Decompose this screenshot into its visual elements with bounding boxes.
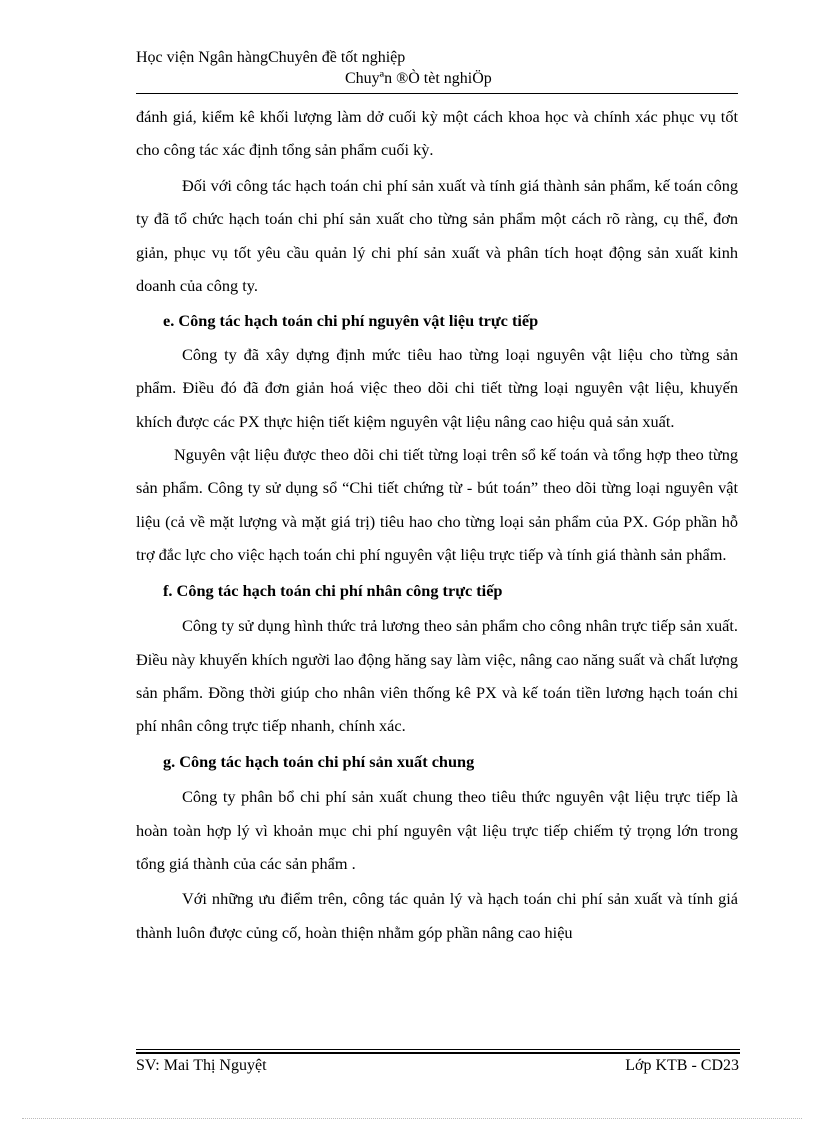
footer-rule-thin xyxy=(136,1049,740,1050)
page-edge-dots xyxy=(22,1118,802,1119)
section-heading-e: e. Công tác hạch toán chi phí nguyên vật liệu trực tiếp xyxy=(163,311,539,331)
paragraph-6: Công ty phân bổ chi phí sản xuất chung theo tiêu thức nguyên vật liệu trực tiếp là hoàn toàn hợp lý vì khoản mục chi phí nguyên vật liệu trực tiếp chiếm tỷ trọng lớn trong tổng giá thành của các sản phẩm . xyxy=(136,787,738,873)
section-heading-f: f. Công tác hạch toán chi phí nhân công trực tiếp xyxy=(163,580,503,600)
header-title: Học viện Ngân hàngChuyên đề tốt nghiệp xyxy=(136,49,406,66)
footer-rule-thick xyxy=(136,1052,740,1054)
paragraph-3: Công ty đã xây dựng định mức tiêu hao từng loại nguyên vật liệu cho từng sản phẩm. Điều đó đã đơn giản hoá việc theo dõi chi tiết từng loại nguyên vật liệu, khuyến khích được các PX thực hiện tiết kiệm nguyên vật liệu nâng cao hiệu quả sản xuất. xyxy=(136,344,738,431)
section-heading-g: g. Công tác hạch toán chi phí sản xuất chung xyxy=(163,751,475,771)
paragraph-5: Công ty sử dụng hình thức trả lương theo sản phẩm cho công nhân trực tiếp sản xuất. Điều này khuyến khích người lao động hăng say làm việc, nâng cao năng suất và chất lượng sản phẩm. Đồng thời giúp cho nhân viên thống kê PX và kế toán tiền lương hạch toán chi phí nhân công trực tiếp nhanh, chính xác. xyxy=(136,616,738,736)
header-rule xyxy=(136,93,738,94)
page-body xyxy=(136,100,738,949)
header-subtitle: Chuyªn ®Ò tèt nghiÖp xyxy=(345,70,492,87)
paragraph-1: đánh giá, kiểm kê khối lượng làm dở cuối kỳ một cách khoa học và chính xác phục vụ tốt cho công tác xác định tổng sản phẩm cuối kỳ. xyxy=(136,107,738,160)
paragraph-7: Với những ưu điểm trên, công tác quản lý và hạch toán chi phí sản xuất và tính giá thành luôn được củng cố, hoàn thiện nhằm góp phần nâng cao hiệu xyxy=(136,889,738,942)
footer-class: Lớp KTB - CD23 xyxy=(625,1057,739,1074)
footer-student: SV: Mai Thị Nguyệt xyxy=(136,1057,267,1074)
paragraph-4: Nguyên vật liệu được theo dõi chi tiết từng loại trên sổ kế toán và tổng hợp theo từng sản phẩm. Công ty sử dụng sổ “Chi tiết chứng từ - bút toán” theo dõi từng loại nguyên vật liệu (cả về mặt lượng và mặt giá trị) tiêu hao cho từng loại sản phẩm của PX. Góp phần hỗ trợ đắc lực cho việc hạch toán chi phí nguyên vật liệu trực tiếp và tính giá thành sản phẩm. xyxy=(136,445,738,565)
paragraph-2: Đối với công tác hạch toán chi phí sản xuất và tính giá thành sản phẩm, kế toán công ty đã tổ chức hạch toán chi phí sản xuất cho từng sản phẩm một cách rõ ràng, cụ thể, đơn giản, phục vụ tốt yêu cầu quản lý chi phí sản xuất và phân tích hoạt động sản xuất kinh doanh của công ty. xyxy=(136,175,738,296)
